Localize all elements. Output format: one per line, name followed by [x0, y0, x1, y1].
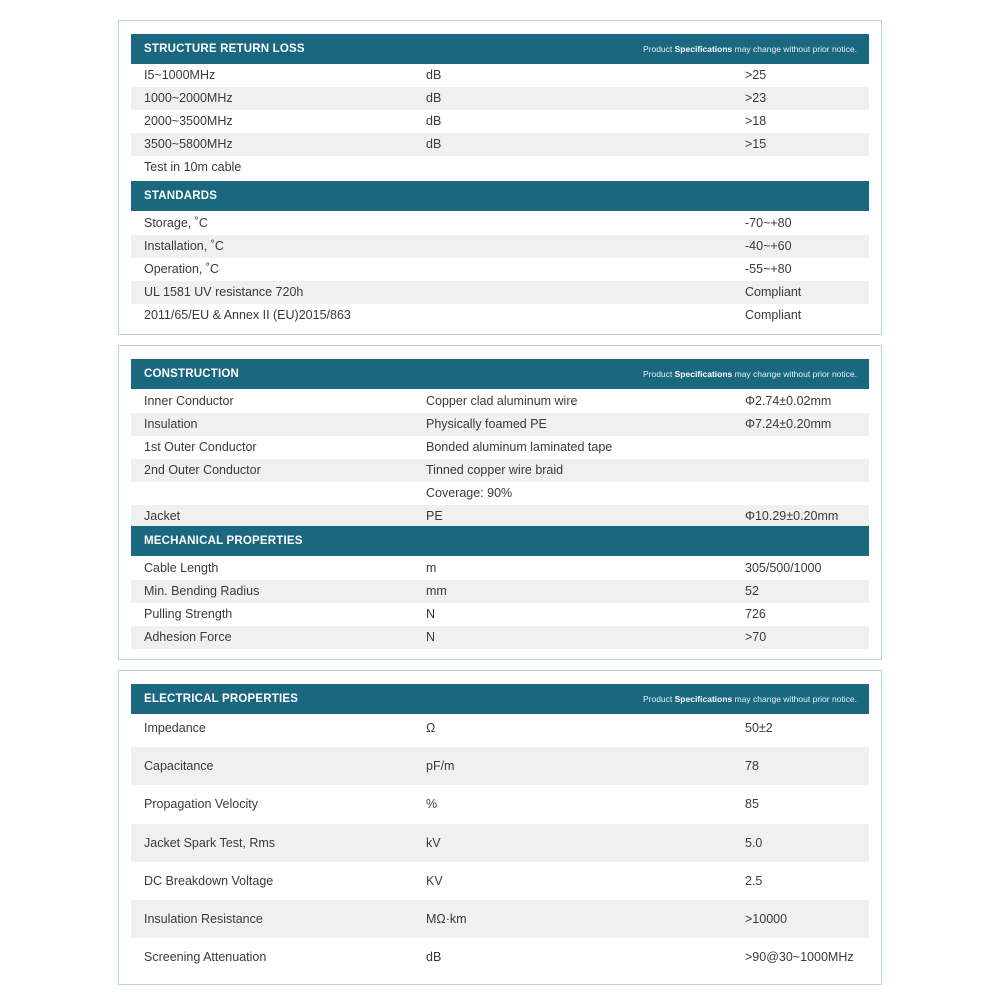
row-value: Φ2.74±0.02mm	[745, 394, 832, 408]
row-unit: Tinned copper wire braid	[426, 463, 564, 477]
table-row	[131, 64, 869, 87]
row-label: I5~1000MHz	[144, 68, 216, 82]
row-label: Adhesion Force	[144, 630, 232, 644]
table-row	[131, 603, 869, 626]
row-unit: PE	[426, 509, 443, 523]
row-unit: kV	[426, 835, 441, 850]
row-label: UL 1581 UV resistance 720h	[144, 285, 304, 299]
row-value: 50±2	[745, 721, 773, 735]
row-unit: pF/m	[426, 759, 455, 774]
table-row	[131, 580, 869, 603]
table-row	[131, 709, 869, 747]
row-label: 3500~5800MHz	[144, 137, 233, 151]
section-header-return-loss	[131, 34, 869, 64]
table-row	[131, 390, 869, 413]
row-label: Inner Conductor	[144, 394, 234, 408]
table-row	[131, 87, 869, 110]
table-row	[131, 747, 869, 785]
row-value: -40~+60	[745, 239, 792, 253]
spec-notice: Product Specifications may change without prior notice.	[642, 44, 857, 54]
section-title: ELECTRICAL PROPERTIES	[144, 693, 299, 705]
row-unit: Bonded aluminum laminated tape	[426, 440, 613, 454]
row-label: Insulation	[144, 417, 198, 431]
table-row	[131, 258, 869, 281]
row-label: Propagation Velocity	[144, 797, 258, 812]
table-row	[131, 459, 869, 482]
row-value: >15	[745, 137, 767, 151]
table-row	[131, 482, 869, 505]
table-row	[131, 938, 869, 976]
row-label: Capacitance	[144, 759, 214, 774]
table-row	[131, 413, 869, 436]
row-unit: m	[426, 561, 437, 575]
row-value: 78	[745, 759, 759, 774]
row-value: >25	[745, 68, 767, 82]
table-row	[131, 304, 869, 327]
row-value: -55~+80	[745, 262, 792, 276]
table-row	[131, 110, 869, 133]
table-row	[131, 626, 869, 649]
row-label: Storage, ˚C	[144, 216, 208, 230]
row-unit: dB	[426, 950, 442, 965]
table-row	[131, 505, 869, 528]
row-unit: dB	[426, 91, 442, 105]
row-label: Installation, ˚C	[144, 239, 224, 253]
row-label: 2000~3500MHz	[144, 114, 233, 128]
section-header-mechanical	[131, 526, 869, 556]
row-label: 2nd Outer Conductor	[144, 463, 261, 477]
table-row	[131, 212, 869, 235]
row-value: 5.0	[745, 835, 763, 850]
row-value: Compliant	[745, 308, 802, 322]
row-unit: N	[426, 630, 436, 644]
row-label: Jacket Spark Test, Rms	[144, 835, 276, 850]
row-label: Screening Attenuation	[144, 950, 267, 965]
spec-notice: Product Specifications may change without prior notice.	[642, 369, 857, 379]
row-unit: dB	[426, 114, 442, 128]
row-unit: Ω	[426, 721, 436, 735]
row-value: -70~+80	[745, 216, 792, 230]
row-unit: dB	[426, 137, 442, 151]
row-unit: dB	[426, 68, 442, 82]
row-label: Impedance	[144, 721, 206, 735]
row-value: Φ7.24±0.20mm	[745, 417, 832, 431]
section-header-standards	[131, 181, 869, 211]
row-value: Φ10.29±0.20mm	[745, 509, 839, 523]
section-header-construction	[131, 359, 869, 389]
table-row	[131, 156, 869, 179]
spec-panel-construction-mechanical	[118, 345, 882, 660]
row-value: >70	[745, 630, 767, 644]
row-label: Jacket	[144, 509, 181, 523]
row-unit: MΩ·km	[426, 912, 467, 926]
row-label: Test in 10m cable	[144, 160, 242, 174]
row-value: 85	[745, 797, 759, 812]
row-label: Insulation Resistance	[144, 912, 263, 926]
row-value: 305/500/1000	[745, 561, 822, 575]
row-label: Operation, ˚C	[144, 262, 220, 276]
row-label: DC Breakdown Voltage	[144, 873, 274, 888]
row-value: 726	[745, 607, 766, 621]
row-value: >90@30~1000MHz	[745, 950, 854, 965]
row-unit: mm	[426, 584, 447, 598]
row-label: 1000~2000MHz	[144, 91, 233, 105]
table-row	[131, 824, 869, 862]
section-title: STANDARDS	[144, 190, 218, 202]
table-row	[131, 900, 869, 938]
table-row	[131, 557, 869, 580]
row-label: 1st Outer Conductor	[144, 440, 257, 454]
row-value: Compliant	[745, 285, 802, 299]
row-unit: Physically foamed PE	[426, 417, 547, 431]
table-row	[131, 133, 869, 156]
row-unit: Copper clad aluminum wire	[426, 394, 578, 408]
row-unit: N	[426, 607, 436, 621]
table-row	[131, 436, 869, 459]
row-label: 2011/65/EU & Annex II (EU)2015/863	[144, 308, 351, 322]
row-unit: KV	[426, 873, 443, 888]
row-label: Min. Bending Radius	[144, 584, 260, 598]
row-label: Cable Length	[144, 561, 219, 575]
spec-panel-electrical	[118, 670, 882, 985]
section-title: STRUCTURE RETURN LOSS	[144, 43, 305, 55]
table-row	[131, 862, 869, 900]
row-unit: %	[426, 797, 438, 812]
row-unit: Coverage: 90%	[426, 486, 513, 500]
row-value: >18	[745, 114, 767, 128]
row-value: >10000	[745, 912, 788, 926]
row-value: 52	[745, 584, 759, 598]
section-title: CONSTRUCTION	[144, 368, 240, 380]
row-label: Pulling Strength	[144, 607, 233, 621]
section-title: MECHANICAL PROPERTIES	[144, 535, 303, 547]
row-value: 2.5	[745, 873, 763, 888]
spec-notice: Product Specifications may change without prior notice.	[642, 694, 857, 704]
spec-panel-return-loss-standards	[118, 20, 882, 335]
table-row	[131, 235, 869, 258]
table-row	[131, 785, 869, 823]
row-value: >23	[745, 91, 767, 105]
table-row	[131, 281, 869, 304]
